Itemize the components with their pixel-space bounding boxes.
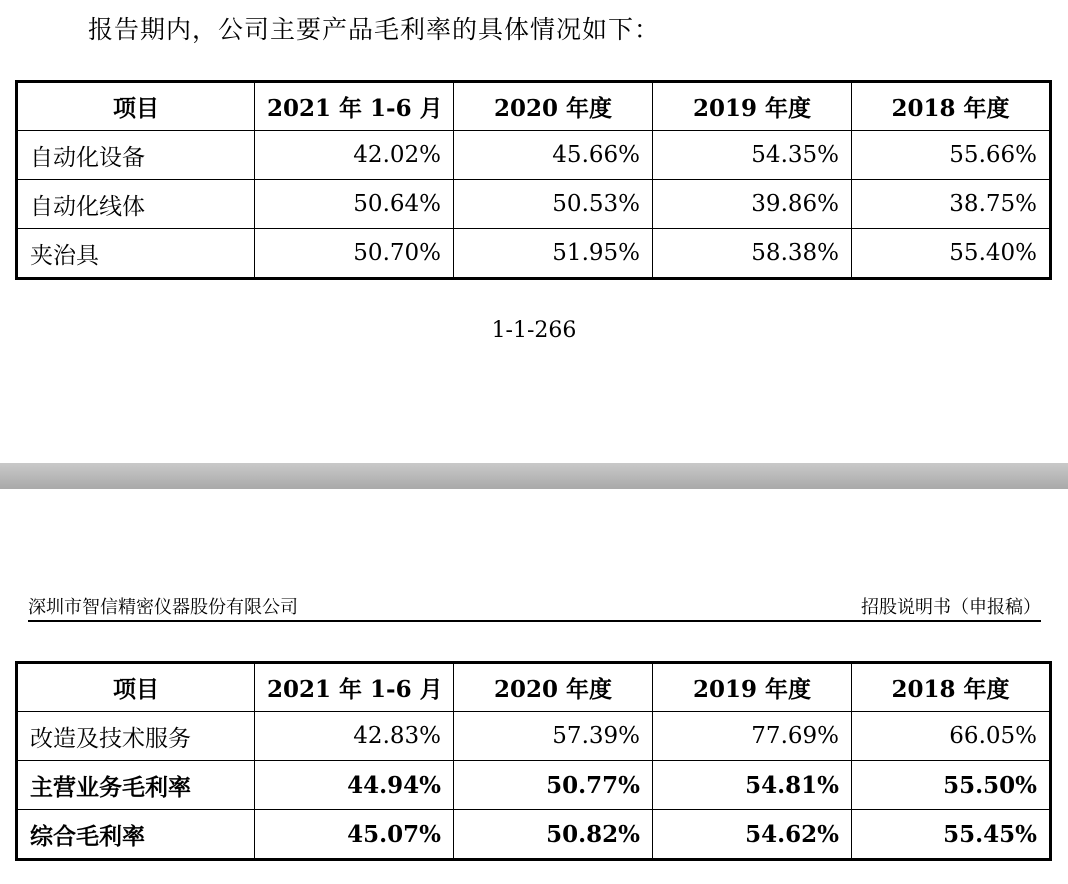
cell-2018: 38.75% [852, 180, 1051, 229]
header-2018: 2018 年度 [852, 82, 1051, 131]
table-row [17, 131, 1051, 180]
cell-2021h1: 42.83% [255, 712, 454, 761]
row-label: 夹治具 [17, 229, 255, 279]
cell-2019: 39.86% [653, 180, 852, 229]
header-2020: 2020 年度 [454, 82, 653, 131]
table-row [17, 810, 1051, 860]
cell-2018: 55.66% [852, 131, 1051, 180]
cell-2020: 50.77% [454, 761, 653, 810]
header-2019: 2019 年度 [653, 82, 852, 131]
header-2020: 2020 年度 [454, 663, 653, 712]
page-header [28, 593, 1041, 622]
row-label: 自动化线体 [17, 180, 255, 229]
cell-2021h1: 50.70% [255, 229, 454, 279]
cell-2019: 77.69% [653, 712, 852, 761]
cell-2021h1: 42.02% [255, 131, 454, 180]
table-row [17, 229, 1051, 279]
row-label: 改造及技术服务 [17, 712, 255, 761]
table-row [17, 180, 1051, 229]
intro-paragraph: 报告期内，公司主要产品毛利率的具体情况如下： [88, 15, 661, 44]
page-divider [0, 463, 1068, 489]
header-document-title: 招股说明书（申报稿） [861, 597, 1041, 618]
header-item: 项目 [17, 82, 255, 131]
row-label: 综合毛利率 [17, 810, 255, 860]
header-2019: 2019 年度 [653, 663, 852, 712]
cell-2018: 66.05% [852, 712, 1051, 761]
cell-2019: 54.35% [653, 131, 852, 180]
cell-2020: 45.66% [454, 131, 653, 180]
cell-2019: 54.81% [653, 761, 852, 810]
table-header-row [17, 663, 1051, 712]
cell-2020: 51.95% [454, 229, 653, 279]
cell-2021h1: 50.64% [255, 180, 454, 229]
header-item: 项目 [17, 663, 255, 712]
cell-2020: 57.39% [454, 712, 653, 761]
cell-2019: 58.38% [653, 229, 852, 279]
table-row [17, 761, 1051, 810]
cell-2021h1: 45.07% [255, 810, 454, 860]
table-row [17, 712, 1051, 761]
cell-2019: 54.62% [653, 810, 852, 860]
cell-2020: 50.82% [454, 810, 653, 860]
cell-2018: 55.50% [852, 761, 1051, 810]
gross-margin-table-part1 [15, 80, 1052, 280]
cell-2018: 55.45% [852, 810, 1051, 860]
header-2018: 2018 年度 [852, 663, 1051, 712]
cell-2020: 50.53% [454, 180, 653, 229]
header-2021h1: 2021 年 1-6 月 [255, 663, 454, 712]
header-2021h1: 2021 年 1-6 月 [255, 82, 454, 131]
cell-2018: 55.40% [852, 229, 1051, 279]
gross-margin-table-part2 [15, 661, 1052, 861]
table-header-row [17, 82, 1051, 131]
row-label: 自动化设备 [17, 131, 255, 180]
row-label: 主营业务毛利率 [17, 761, 255, 810]
cell-2021h1: 44.94% [255, 761, 454, 810]
header-company-name: 深圳市智信精密仪器股份有限公司 [28, 597, 298, 618]
page-number: 1-1-266 [491, 318, 577, 343]
